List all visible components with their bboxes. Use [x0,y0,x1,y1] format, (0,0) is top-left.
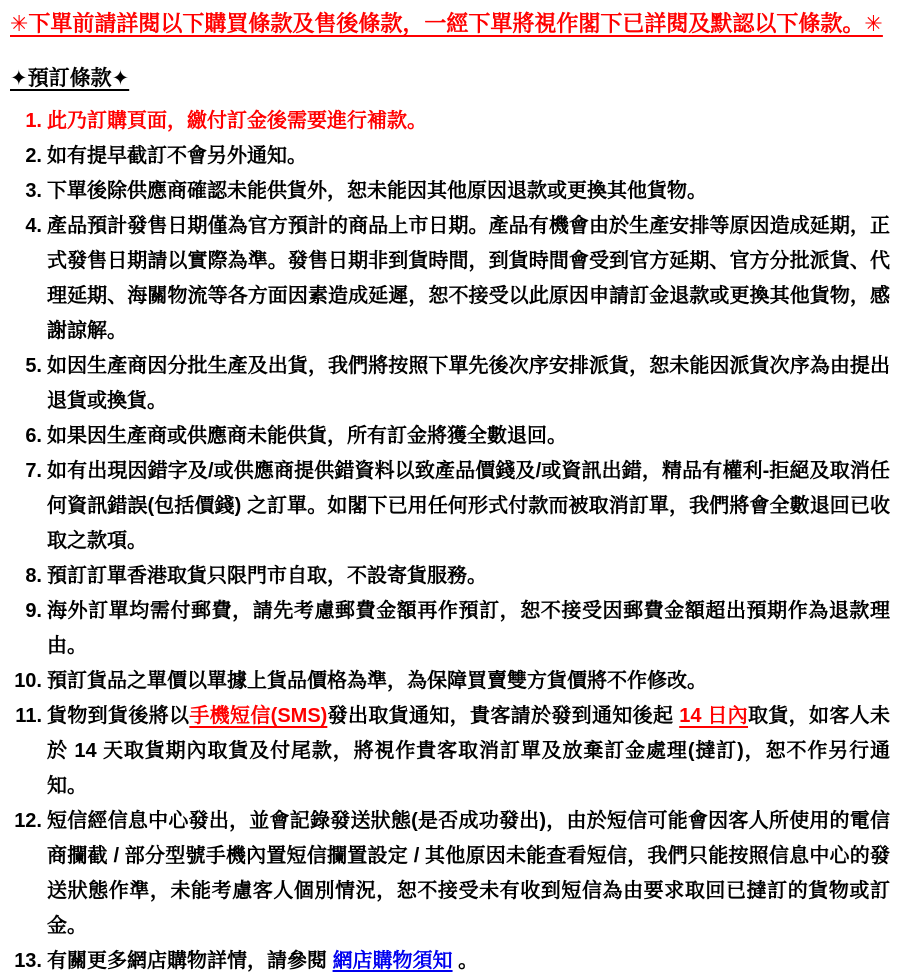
term-text [47,110,427,132]
term-item-8 [0,559,913,594]
term-text [47,705,890,797]
term-text [47,810,890,937]
text-run: 貨物到貨後將以 [47,705,190,727]
text-run: 。 [452,950,479,972]
term-item-13 [0,944,913,979]
term-number: 10. [14,670,42,692]
term-number: 4. [25,215,42,237]
term-item-1 [0,104,913,139]
term-item-3 [0,174,913,209]
term-text [47,670,707,692]
term-number: 7. [25,460,42,482]
term-number: 8. [25,565,42,587]
term-item-12 [0,804,913,944]
text-run: 發出取貨通知，貴客請於發到通知後起 [327,705,680,727]
term-number: 9. [25,600,42,622]
term-text [47,600,890,657]
term-text [47,950,478,972]
term-text [47,145,307,167]
term-number: 5. [25,355,42,377]
term-item-6 [0,419,913,454]
text-run: 如有提早截訂不會另外通知。 [47,145,307,167]
term-item-4 [0,209,913,349]
term-text [47,355,890,412]
text-run: 下單後除供應商確認未能供貨外，恕未能因其他原因退款或更換其他貨物。 [47,180,707,202]
term-number: 13. [14,950,42,972]
term-text [47,215,890,342]
term-item-5 [0,349,913,419]
text-run: 如因生產商因分批生產及出貨，我們將按照下單先後次序安排派貨，恕未能因派貨次序為由提出退貨或換貨。 [47,355,890,412]
terms-list [0,104,913,979]
section-title-preorder-terms: ✦預訂條款✦ [10,67,130,90]
sms-notice-highlight: 手機短信(SMS) [189,705,328,727]
text-run: 海外訂單均需付郵費，請先考慮郵費金額再作預訂，恕不接受因郵費金額超出預期作為退款理由。 [47,600,890,657]
term-text [47,180,707,202]
term-item-10 [0,664,913,699]
term-item-11 [0,699,913,804]
term-number: 11. [15,705,42,727]
term-number: 2. [25,145,42,167]
term-number: 1. [25,110,42,132]
store-shopping-guide-link[interactable]: 網店購物須知 [332,950,453,972]
term-text [47,565,487,587]
text-run: 如有出現因錯字及/或供應商提供錯資料以致產品價錢及/或資訊出錯，精品有權利-拒絕及取消任何資訊錯誤(包括價錢) 之訂單。如閣下已用任何形式付款而被取消訂單，我們將會全數退回已收取之款項。 [47,460,890,552]
pickup-deadline-highlight: 14 日內 [679,705,749,727]
text-run: 此乃訂購頁面，繳付訂金後需要進行補款。 [47,110,427,132]
text-run: 取貨，如客人未於 14 天取貨期內取貨及付尾款，將視作貴客取消訂單及放棄訂金處理(撻訂)，恕不作另行通知。 [47,705,891,797]
text-run: 如果因生產商或供應商未能供貨，所有訂金將獲全數退回。 [47,425,567,447]
term-number: 3. [25,180,42,202]
term-text [47,425,567,447]
term-item-9 [0,594,913,664]
term-item-2 [0,139,913,174]
text-run: 短信經信息中心發出，並會記錄發送狀態(是否成功發出)，由於短信可能會因客人所使用的電信商攔截 / 部分型號手機內置短信攔置設定 / 其他原因未能查看短信，我們只能按照信息中心的發送狀態作準，未能考慮客人個別情況，恕不接受未有收到短信為由要求取回已撻訂的貨物或訂金。 [47,810,890,937]
term-number: 12. [14,810,42,832]
purchase-notice-banner: ✳下單前請詳閱以下購買條款及售後條款，一經下單將視作閣下已詳閱及默認以下條款。✳ [10,11,883,36]
text-run: 有關更多網店購物詳情，請參閱 [47,950,333,972]
text-run: 預訂訂單香港取貨只限門市自取，不設寄貨服務。 [47,565,487,587]
term-number: 6. [25,425,42,447]
term-text [47,460,890,552]
text-run: 預訂貨品之單價以單據上貨品價格為準，為保障買賣雙方貨價將不作修改。 [47,670,707,692]
term-item-7 [0,454,913,559]
text-run: 產品預計發售日期僅為官方預計的商品上市日期。產品有機會由於生產安排等原因造成延期，正式發售日期請以實際為準。發售日期非到貨時間，到貨時間會受到官方延期、官方分批派貨、代理延期、海關物流等各方面因素造成延遲，恕不接受以此原因申請訂金退款或更換其他貨物，感謝諒解。 [47,215,890,342]
